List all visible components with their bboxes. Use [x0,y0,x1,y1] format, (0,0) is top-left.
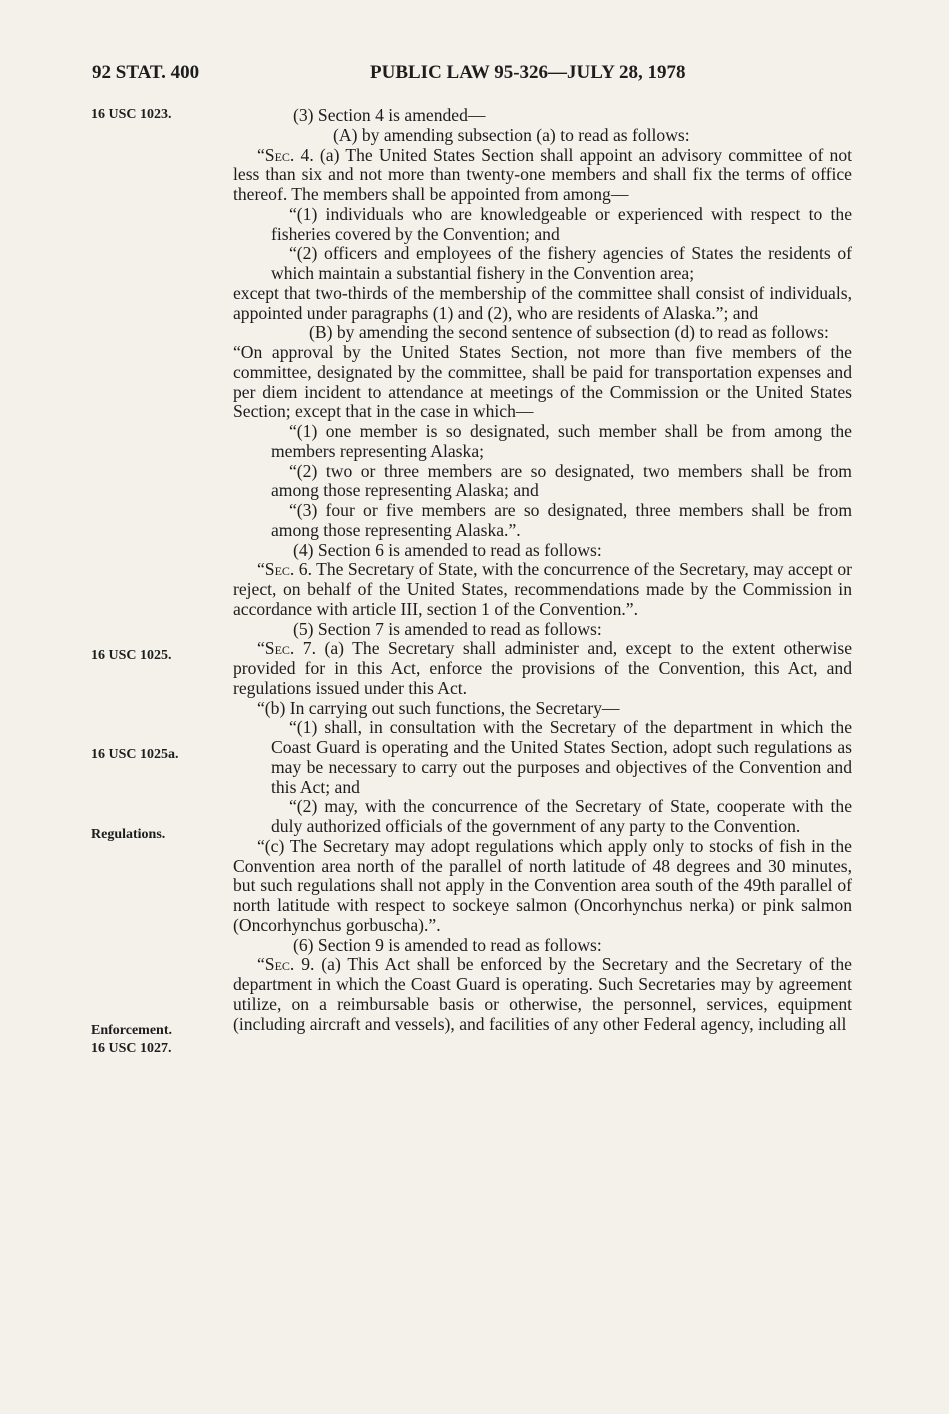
paragraph-text: (a) This Act shall be enforced by the Secretary and the Secretary of the department in which the Coast Guard is operating. Such Secretaries may by agreement utilize, on a reimbursable basis or otherwise, the personnel, services, equipment (including aircraft and vessels), and facilities of any other Federal agency, including all [233,954,852,1034]
section-label: “Sec. 9. [257,954,315,975]
section-label: “Sec. 6. [257,559,312,580]
margin-note-16-usc-1027: 16 USC 1027. [91,1041,172,1056]
paragraph [233,146,852,205]
section-label: “Sec. 4. [257,144,314,165]
paragraph: “(c) The Secretary may adopt regulations which apply only to stocks of fish in the Convention area north of the parallel of north latitude of 48 degrees and 30 minutes, but such regulations shall not apply in the Convention area south of the 49th parallel of north latitude with respect to sockeye salmon (Oncorhynchus nerka) or pink salmon (Oncorhynchus gorbuscha).”. [233,835,852,935]
paragraph-text: The Secretary of State, with the concurrence of the Secretary, may accept or reject, on behalf of the United States, recommendations made by the Commission in accordance with article III, section 1 of the Convention.”. [233,559,852,619]
paragraph: except that two-thirds of the membership of the committee shall consist of individuals, appointed under paragraphs (1) and (2), who are residents of Alaska.”; and [233,282,852,323]
margin-note-regulations: Regulations. [91,827,166,842]
margin-note-16-usc-1023: 16 USC 1023. [91,107,172,122]
paragraph: (A) by amending subsection (a) to read as follows: [333,124,690,145]
paragraph: “(b) In carrying out such functions, the Secretary— [257,697,620,718]
margin-note-enforcement: Enforcement. [91,1023,172,1038]
margin-note-16-usc-1025a: 16 USC 1025a. [91,747,179,762]
paragraph-text: (a) The Secretary shall administer and, except to the extent otherwise provided for in this Act, enforce the provisions of the Convention, this Act, and regulations issued under this Act. [233,638,852,698]
paragraph: “(1) individuals who are knowledgeable or experienced with respect to the fisheries covered by the Convention; and [271,203,852,244]
body-text [233,106,852,1034]
paragraph: (B) by amending the second sentence of subsection (d) to read as follows: [309,322,829,343]
paragraph-text: (a) The United States Section shall appoint an advisory committee of not less than six and not more than twenty-one members and shall fix the terms of office thereof. The members shall be appointed from among— [233,144,853,204]
paragraph [233,639,852,698]
paragraph: “(2) two or three members are so designated, two members shall be from among those representing Alaska; and [271,460,852,501]
public-law-title: PUBLIC LAW 95-326—JULY 28, 1978 [370,62,686,83]
margin-note-16-usc-1025: 16 USC 1025. [91,648,172,663]
paragraph: “(2) may, with the concurrence of the Secretary of State, cooperate with the duly authorized officials of the government of any party to the Convention. [271,796,852,836]
paragraph: “(1) one member is so designated, such member shall be from among the members representing Alaska; [271,421,852,461]
paragraph: “On approval by the United States Section, not more than five members of the committee, designated by the committee, shall be paid for transportation expenses and per diem incident to attendance at meetings of the Commission or the United States Section; except that in the case in which— [233,342,852,422]
page-header [92,62,852,86]
stat-page-number: 92 STAT. 400 [92,62,200,83]
paragraph: “(3) four or five members are so designated, three members shall be from among those representing Alaska.”. [271,500,852,540]
paragraph [233,955,852,1034]
section-label: “Sec. 7. [257,638,316,659]
paragraph: “(2) officers and employees of the fishery agencies of States the residents of which maintain a substantial fishery in the Convention area; [271,243,852,283]
paragraph [233,560,852,619]
paragraph: (4) Section 6 is amended to read as follows: [293,539,602,560]
paragraph: “(1) shall, in consultation with the Secretary of the department in which the Coast Guard is operating and the United States Section, adopt such regulations as may be necessary to carry out the purposes and objectives of the Convention and this Act; and [271,717,852,797]
paragraph: (5) Section 7 is amended to read as follows: [293,618,602,639]
paragraph: (3) Section 4 is amended— [293,105,486,125]
paragraph: (6) Section 9 is amended to read as follows: [293,934,602,955]
